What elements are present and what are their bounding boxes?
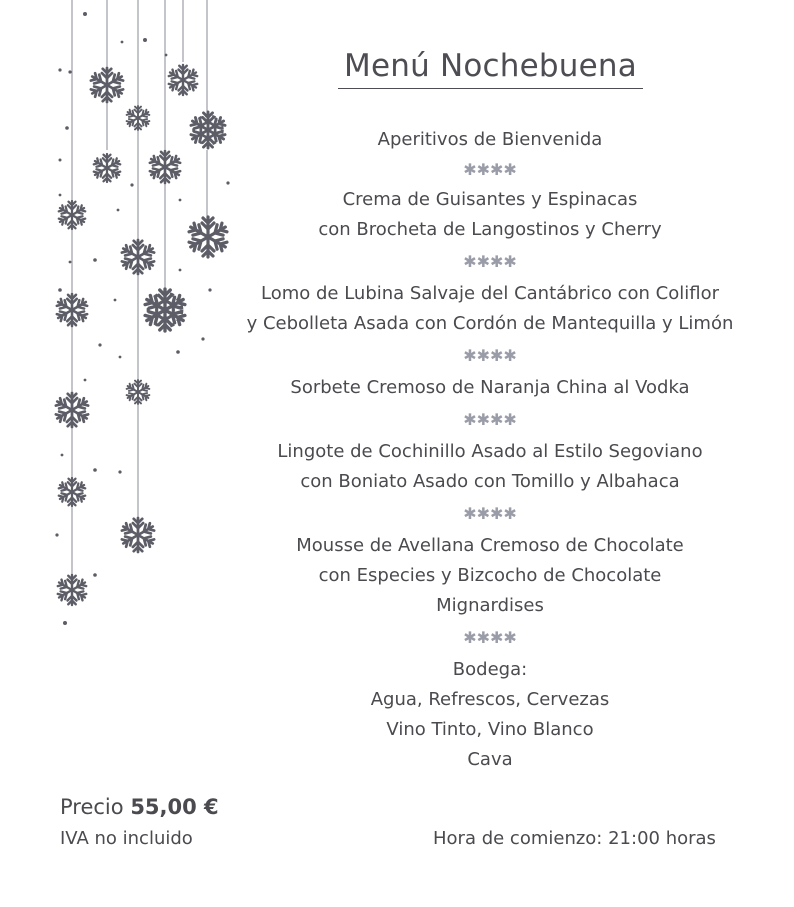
snowflake-decoration [0, 0, 260, 660]
price [60, 795, 219, 819]
menu-item-line: Sorbete Cremoso de Naranja China al Vodka [290, 377, 690, 398]
menu-body [240, 125, 740, 775]
menu-item-line: con Especies y Bizcocho de Chocolate [318, 565, 662, 586]
bodega-heading: Bodega: [452, 659, 528, 680]
separator-asterisks: ✱✱✱✱ [463, 504, 517, 523]
bodega-line: Cava [467, 749, 513, 770]
menu-item-line: Mousse de Avellana Cremoso de Chocolate [296, 535, 684, 556]
menu-item-line: y Cebolleta Asada con Cordón de Mantequilla y Limón [246, 313, 734, 334]
separator-asterisks: ✱✱✱✱ [463, 346, 517, 365]
menu-item-line: con Boniato Asado con Tomillo y Albahaca [300, 471, 680, 492]
menu-item-line: Aperitivos de Bienvenida [377, 129, 603, 150]
menu-item-line: Crema de Guisantes y Espinacas [342, 189, 638, 210]
start-time: Hora de comienzo: 21:00 horas [433, 828, 716, 849]
menu-item-line: Lingote de Cochinillo Asado al Estilo Segoviano [277, 441, 703, 462]
bodega-line: Agua, Refrescos, Cervezas [370, 689, 610, 710]
price-value: 55,00 € [130, 795, 219, 819]
separator-asterisks: ✱✱✱✱ [463, 252, 517, 271]
tax-note: IVA no incluido [60, 828, 193, 849]
separator-asterisks: ✱✱✱✱ [463, 160, 517, 179]
separator-asterisks: ✱✱✱✱ [463, 410, 517, 429]
price-label: Precio [60, 795, 124, 819]
menu-item-line: con Brocheta de Langostinos y Cherry [318, 219, 662, 240]
separator-asterisks: ✱✱✱✱ [463, 628, 517, 647]
snowflake-icon [55, 65, 229, 605]
menu-item-line: Lomo de Lubina Salvaje del Cantábrico con Coliflor [260, 283, 719, 304]
menu-item-line: Mignardises [436, 595, 544, 616]
bodega-line: Vino Tinto, Vino Blanco [386, 719, 594, 740]
page-title: Menú Nochebuena [338, 48, 643, 89]
